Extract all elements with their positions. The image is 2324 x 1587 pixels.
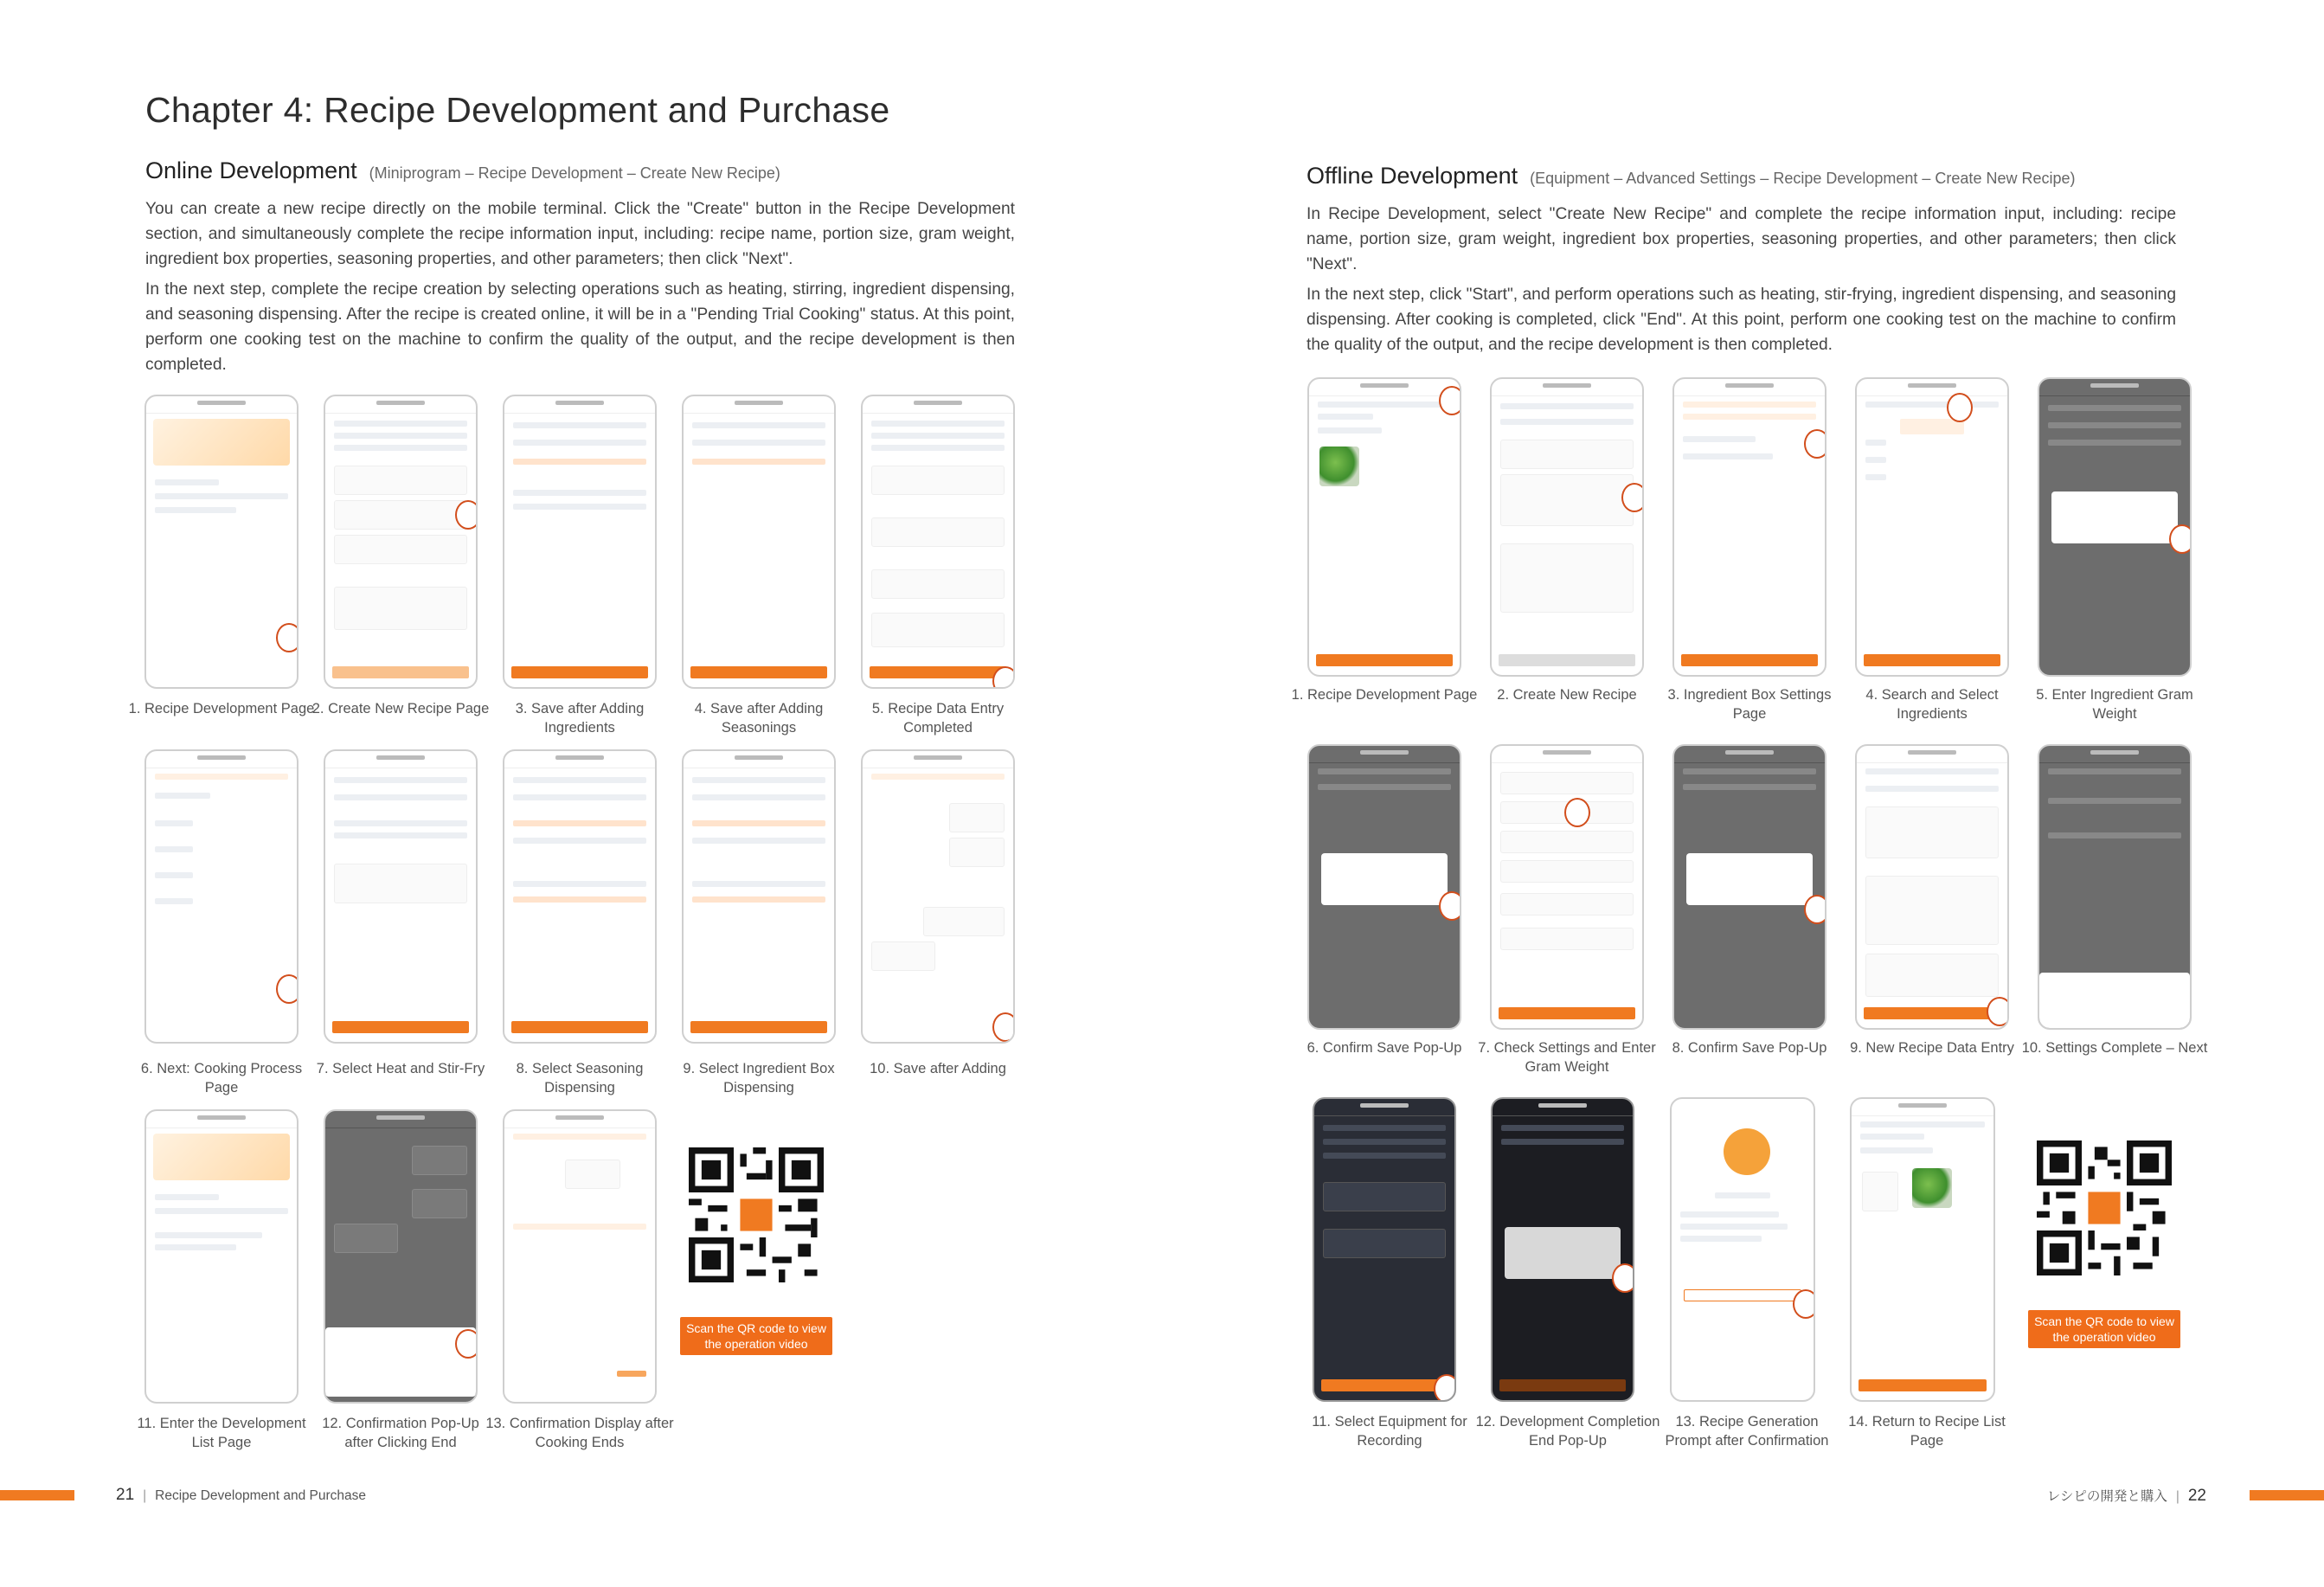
step-caption: 5. Recipe Data Entry Completed bbox=[871, 701, 1005, 736]
tap-hand-icon bbox=[1804, 429, 1826, 459]
screenshot-development-list bbox=[144, 1109, 299, 1404]
screenshot-select-equipment bbox=[1313, 1097, 1456, 1402]
screenshot-confirm-save-popup bbox=[1672, 744, 1826, 1030]
tap-hand-icon bbox=[1612, 1263, 1634, 1293]
screenshot-settings-complete bbox=[2038, 744, 2192, 1030]
step-caption: 1. Recipe Development Page bbox=[1291, 687, 1478, 703]
step-caption: 4. Search and Select Ingredients bbox=[1865, 687, 1999, 722]
tap-hand-icon bbox=[276, 974, 299, 1004]
screenshot-recipe-list bbox=[1850, 1097, 1995, 1402]
step-caption: 12. Confirmation Pop-Up after Clicking End bbox=[322, 1416, 479, 1450]
screenshot-new-recipe-data-entry bbox=[1855, 744, 2009, 1030]
qr-code-icon[interactable] bbox=[2037, 1140, 2172, 1275]
offline-section-heading bbox=[1306, 163, 2075, 190]
online-paragraph-2: In the next step, complete the recipe creation by selecting operations such as heating, stirring, ingredient dispensing, and seasoning dispensing. After the recipe is created online, it will be in a "Pending Trial Cooking" status. At this point, perform one cooking test on the machine to confirm the quality of the output, and the recipe development is then completed. bbox=[145, 280, 1015, 374]
tap-hand-icon bbox=[1439, 891, 1461, 921]
step-caption: 8. Confirm Save Pop-Up bbox=[1672, 1040, 1827, 1056]
qr-code-icon[interactable] bbox=[689, 1147, 824, 1282]
step-caption: 13. Recipe Generation Prompt after Confirmation bbox=[1665, 1414, 1829, 1449]
step-caption: 10. Save after Adding bbox=[870, 1061, 1006, 1076]
step-caption: 3. Save after Adding Ingredients bbox=[515, 701, 645, 736]
step-caption: 10. Settings Complete – Next bbox=[2021, 1040, 2208, 1056]
tap-hand-icon bbox=[992, 1012, 1015, 1042]
tap-hand-icon bbox=[1434, 1374, 1456, 1402]
screenshot-completion-end-popup bbox=[1491, 1097, 1634, 1402]
qr-scan-label[interactable]: Scan the QR code to view the operation video bbox=[680, 1317, 832, 1355]
tap-hand-icon bbox=[992, 666, 1015, 689]
screenshot-cooking-end-display bbox=[503, 1109, 657, 1404]
step-caption: 2. Create New Recipe bbox=[1497, 687, 1637, 703]
screenshot-search-ingredients bbox=[1855, 377, 2009, 677]
screenshot-add-seasonings bbox=[682, 395, 836, 689]
online-paragraph-1: You can create a new recipe directly on the mobile terminal. Click the "Create" button in the Recipe Development section, and simultaneously complete the recipe information input, including: recipe name, portion size, gram weight, ingredient box properties, seasoning properties, and other parameters; then click "Next". bbox=[145, 200, 1015, 268]
step-caption: 4. Save after Adding Seasonings bbox=[694, 701, 824, 736]
footer-accent-bar bbox=[0, 1490, 74, 1500]
step-caption: 9. Select Ingredient Box Dispensing bbox=[683, 1061, 835, 1095]
footer-left bbox=[116, 1486, 366, 1505]
step-caption: 11. Select Equipment for Recording bbox=[1312, 1414, 1467, 1449]
screenshot-ingredient-box-dispensing bbox=[682, 749, 836, 1044]
offline-section-title: Offline Development bbox=[1306, 163, 1518, 189]
gram-weight-dialog bbox=[2051, 492, 2178, 543]
step-caption: 7. Select Heat and Stir-Fry bbox=[316, 1061, 485, 1076]
offline-paragraph-2: In the next step, click "Start", and perform operations such as heating, stir-frying, ingredient dispensing, and seasoning dispensing. After cooking is completed, click "End". At this point, perform one cooking test on the machine to confirm the quality of the output, and the recipe development is then completed. bbox=[1306, 286, 2176, 354]
screenshot-recipe-development bbox=[1307, 377, 1461, 677]
step-caption: 11. Enter the Development List Page bbox=[137, 1416, 306, 1450]
screenshot-confirm-save-popup bbox=[1307, 744, 1461, 1030]
screenshot-enter-gram-weight bbox=[2038, 377, 2192, 677]
step-caption: 7. Check Settings and Enter Gram Weight bbox=[1478, 1040, 1656, 1075]
step-caption: 1. Recipe Development Page bbox=[128, 701, 315, 716]
tap-hand-icon bbox=[1987, 997, 2009, 1026]
step-caption: 8. Select Seasoning Dispensing bbox=[516, 1061, 644, 1095]
step-caption: 13. Confirmation Display after Cooking Ends bbox=[485, 1416, 674, 1450]
step-caption: 6. Next: Cooking Process Page bbox=[140, 1061, 303, 1095]
footer-right bbox=[2047, 1486, 2206, 1506]
footer-title: レシピの開発と購入 bbox=[2046, 1489, 2167, 1504]
page-number: 21 bbox=[116, 1486, 135, 1504]
step-caption: 6. Confirm Save Pop-Up bbox=[1306, 1040, 1462, 1056]
success-check-icon bbox=[1724, 1128, 1770, 1175]
tap-hand-icon bbox=[455, 500, 478, 530]
tap-hand-icon bbox=[1947, 393, 1973, 422]
step-caption: 12. Development Completion End Pop-Up bbox=[1475, 1414, 1660, 1449]
step-caption: 2. Create New Recipe Page bbox=[311, 701, 490, 716]
screenshot-ingredient-box-settings bbox=[1672, 377, 1826, 677]
step-caption: 14. Return to Recipe List Page bbox=[1848, 1414, 2006, 1449]
screenshot-cooking-process bbox=[144, 749, 299, 1044]
screenshot-data-entry-complete bbox=[861, 395, 1015, 689]
footer-separator: | bbox=[2175, 1489, 2180, 1504]
page-number: 22 bbox=[2187, 1487, 2206, 1505]
screenshot-heat-stir bbox=[324, 749, 478, 1044]
step-caption: 3. Ingredient Box Settings Page bbox=[1667, 687, 1832, 722]
online-section-title: Online Development bbox=[145, 157, 357, 183]
step-caption: 9. New Recipe Data Entry bbox=[1850, 1040, 2014, 1056]
tap-hand-icon bbox=[1793, 1289, 1815, 1319]
dish-image bbox=[1319, 447, 1359, 486]
screenshot-save-after-adding bbox=[861, 749, 1015, 1044]
tap-hand-icon bbox=[455, 1329, 478, 1359]
screenshot-end-confirmation-popup bbox=[324, 1109, 478, 1404]
screenshot-add-ingredients bbox=[503, 395, 657, 689]
screenshot-recipe-generated bbox=[1670, 1097, 1815, 1402]
tap-hand-icon bbox=[1564, 798, 1590, 827]
online-section-heading bbox=[145, 157, 780, 184]
chapter-title: Chapter 4: Recipe Development and Purchase bbox=[145, 90, 890, 130]
online-section-path: (Miniprogram – Recipe Development – Create New Recipe) bbox=[369, 164, 780, 182]
screenshot-create-recipe bbox=[1490, 377, 1644, 677]
offline-section-path: (Equipment – Advanced Settings – Recipe Development – Create New Recipe) bbox=[1530, 170, 2076, 187]
tap-hand-icon bbox=[1804, 895, 1826, 924]
footer-separator: | bbox=[143, 1488, 147, 1503]
screenshot-check-settings bbox=[1490, 744, 1644, 1030]
offline-paragraph-1: In Recipe Development, select "Create New Recipe" and complete the recipe information input, including: recipe name, portion size, gram weight, ingredient box properties, seasoning properties, and other parameters; then click "Next". bbox=[1306, 205, 2176, 273]
footer-title: Recipe Development and Purchase bbox=[155, 1488, 367, 1503]
step-caption: 5. Enter Ingredient Gram Weight bbox=[2036, 687, 2193, 722]
screenshot-seasoning-dispensing bbox=[503, 749, 657, 1044]
footer-accent-bar bbox=[2250, 1490, 2324, 1500]
tap-hand-icon bbox=[276, 623, 299, 652]
screenshot-recipe-development bbox=[144, 395, 299, 689]
tap-hand-icon bbox=[1621, 483, 1644, 512]
screenshot-create-recipe bbox=[324, 395, 478, 689]
tap-hand-icon bbox=[2169, 524, 2192, 554]
qr-scan-label[interactable]: Scan the QR code to view the operation video bbox=[2028, 1310, 2180, 1348]
tap-hand-icon bbox=[1439, 386, 1461, 415]
right-page bbox=[1162, 0, 2324, 1587]
